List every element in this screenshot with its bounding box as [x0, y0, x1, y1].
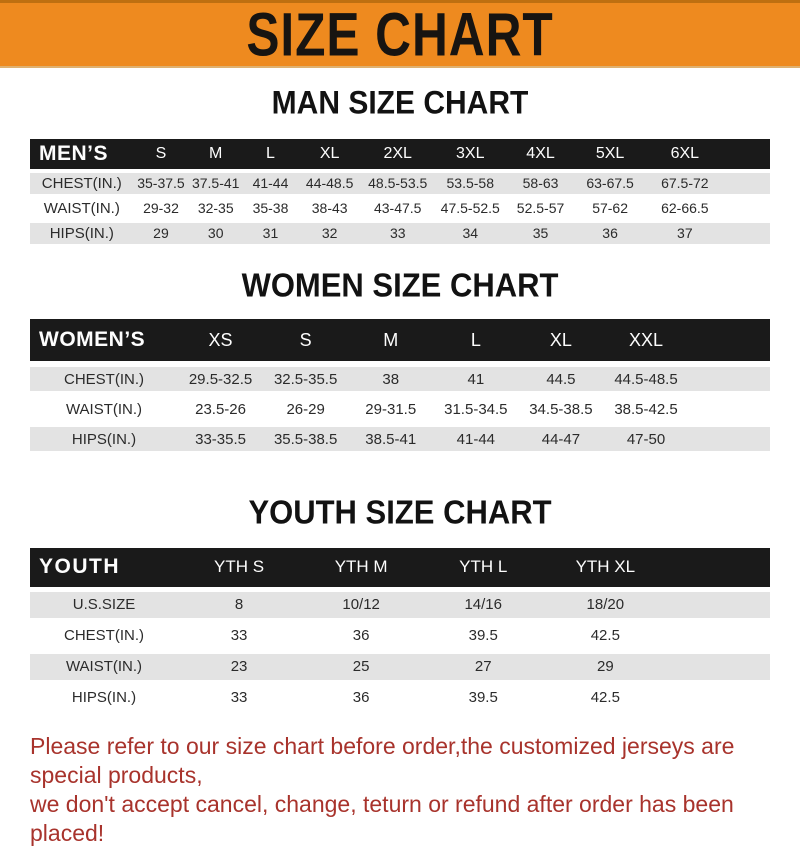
- size-column-header: S: [134, 139, 189, 169]
- size-column-header: XL: [298, 139, 362, 169]
- size-value-cell: 31.5-34.5: [433, 397, 518, 421]
- size-value-cell: 41-44: [433, 427, 518, 451]
- disclaimer-line-1: Please refer to our size chart before order,the customized jerseys are special products,: [30, 732, 735, 788]
- row-filler: [724, 223, 770, 244]
- table-header-label: WOMEN’S: [30, 319, 178, 361]
- man-size-chart-heading: MAN SIZE CHART: [271, 85, 529, 122]
- size-value-cell: 36: [300, 685, 422, 711]
- size-value-cell: 8: [178, 592, 300, 618]
- size-column-header: YTH XL: [544, 548, 666, 587]
- size-value-cell: 36: [575, 223, 646, 244]
- section-man-size-chart: [0, 87, 800, 248]
- size-value-cell: 29: [134, 223, 189, 244]
- size-value-cell: 58-63: [507, 173, 575, 194]
- women-size-table: [30, 313, 770, 457]
- size-column-header: YTH S: [178, 548, 300, 587]
- size-column-header: 4XL: [507, 139, 575, 169]
- banner-title: SIZE CHART: [246, 0, 554, 69]
- size-value-cell: 35-38: [243, 198, 298, 219]
- size-column-header: XL: [518, 319, 603, 361]
- size-column-header: 5XL: [575, 139, 646, 169]
- measurement-row-label: CHEST(IN.): [30, 623, 178, 649]
- size-value-cell: 32: [298, 223, 362, 244]
- row-filler: [666, 654, 770, 680]
- size-value-cell: 57-62: [575, 198, 646, 219]
- size-column-header: 6XL: [646, 139, 724, 169]
- size-value-cell: 38-43: [298, 198, 362, 219]
- row-filler: [724, 198, 770, 219]
- size-value-cell: 34: [434, 223, 507, 244]
- youth-size-table: [30, 543, 770, 716]
- size-column-header: M: [348, 319, 433, 361]
- measurement-row-label: HIPS(IN.): [30, 427, 178, 451]
- size-value-cell: 35.5-38.5: [263, 427, 348, 451]
- size-column-header: L: [243, 139, 298, 169]
- size-value-cell: 38.5-42.5: [603, 397, 688, 421]
- size-value-cell: 23.5-26: [178, 397, 263, 421]
- size-value-cell: 29-31.5: [348, 397, 433, 421]
- size-column-header: YTH L: [422, 548, 544, 587]
- size-value-cell: 23: [178, 654, 300, 680]
- size-value-cell: 33: [178, 623, 300, 649]
- size-value-cell: 32-35: [188, 198, 243, 219]
- size-value-cell: 29.5-32.5: [178, 367, 263, 391]
- size-value-cell: 47.5-52.5: [434, 198, 507, 219]
- size-value-cell: 44-48.5: [298, 173, 362, 194]
- size-value-cell: 35-37.5: [134, 173, 189, 194]
- row-filler: [666, 592, 770, 618]
- size-column-header: M: [188, 139, 243, 169]
- size-value-cell: 41-44: [243, 173, 298, 194]
- header-filler: [724, 139, 770, 169]
- size-value-cell: 42.5: [544, 623, 666, 649]
- size-column-header: S: [263, 319, 348, 361]
- size-value-cell: 36: [300, 623, 422, 649]
- size-value-cell: 67.5-72: [646, 173, 724, 194]
- measurement-row-label: CHEST(IN.): [30, 367, 178, 391]
- table-row: [30, 198, 770, 219]
- table-row: [30, 592, 770, 618]
- section-youth-size-chart: [0, 495, 800, 716]
- women-size-chart-heading: WOMEN SIZE CHART: [241, 266, 559, 304]
- disclaimer-line-2: we don't accept cancel, change, teturn or refund after order has been placed!: [30, 790, 734, 846]
- size-value-cell: 44.5: [518, 367, 603, 391]
- size-column-header: XXL: [603, 319, 688, 361]
- size-value-cell: 30: [188, 223, 243, 244]
- men-size-table: [30, 135, 770, 248]
- table-header-row: [30, 319, 770, 361]
- size-column-header: YTH M: [300, 548, 422, 587]
- size-value-cell: 33-35.5: [178, 427, 263, 451]
- size-value-cell: 47-50: [603, 427, 688, 451]
- row-filler: [724, 173, 770, 194]
- size-value-cell: 63-67.5: [575, 173, 646, 194]
- size-value-cell: 53.5-58: [434, 173, 507, 194]
- size-value-cell: 37.5-41: [188, 173, 243, 194]
- measurement-row-label: WAIST(IN.): [30, 397, 178, 421]
- size-value-cell: 32.5-35.5: [263, 367, 348, 391]
- size-value-cell: 34.5-38.5: [518, 397, 603, 421]
- measurement-row-label: CHEST(IN.): [30, 173, 134, 194]
- size-value-cell: 10/12: [300, 592, 422, 618]
- size-value-cell: 48.5-53.5: [361, 173, 434, 194]
- row-filler: [666, 623, 770, 649]
- table-row: [30, 623, 770, 649]
- size-value-cell: 33: [361, 223, 434, 244]
- table-row: [30, 397, 770, 421]
- size-value-cell: 44.5-48.5: [603, 367, 688, 391]
- size-value-cell: 29-32: [134, 198, 189, 219]
- row-filler: [689, 397, 770, 421]
- size-value-cell: 62-66.5: [646, 198, 724, 219]
- size-value-cell: 39.5: [422, 623, 544, 649]
- measurement-row-label: WAIST(IN.): [30, 198, 134, 219]
- section-women-size-chart: [0, 268, 800, 458]
- table-row: [30, 685, 770, 711]
- size-value-cell: 14/16: [422, 592, 544, 618]
- table-row: [30, 223, 770, 244]
- size-column-header: 3XL: [434, 139, 507, 169]
- size-value-cell: 41: [433, 367, 518, 391]
- size-value-cell: 26-29: [263, 397, 348, 421]
- table-header-row: [30, 139, 770, 169]
- size-value-cell: 42.5: [544, 685, 666, 711]
- size-value-cell: 33: [178, 685, 300, 711]
- size-value-cell: 52.5-57: [507, 198, 575, 219]
- size-column-header: L: [433, 319, 518, 361]
- size-value-cell: 38.5-41: [348, 427, 433, 451]
- size-value-cell: 39.5: [422, 685, 544, 711]
- table-row: [30, 427, 770, 451]
- size-value-cell: 38: [348, 367, 433, 391]
- disclaimer: [30, 732, 800, 848]
- size-column-header: XS: [178, 319, 263, 361]
- row-filler: [689, 367, 770, 391]
- table-header-row: [30, 548, 770, 587]
- size-value-cell: 25: [300, 654, 422, 680]
- row-filler: [689, 427, 770, 451]
- table-row: [30, 654, 770, 680]
- measurement-row-label: HIPS(IN.): [30, 223, 134, 244]
- table-row: [30, 173, 770, 194]
- size-value-cell: 18/20: [544, 592, 666, 618]
- size-value-cell: 35: [507, 223, 575, 244]
- youth-size-chart-heading: YOUTH SIZE CHART: [248, 493, 552, 532]
- size-value-cell: 27: [422, 654, 544, 680]
- measurement-row-label: WAIST(IN.): [30, 654, 178, 680]
- header-filler: [666, 548, 770, 587]
- size-value-cell: 43-47.5: [361, 198, 434, 219]
- measurement-row-label: U.S.SIZE: [30, 592, 178, 618]
- size-value-cell: 31: [243, 223, 298, 244]
- row-filler: [666, 685, 770, 711]
- size-column-header: 2XL: [361, 139, 434, 169]
- measurement-row-label: HIPS(IN.): [30, 685, 178, 711]
- size-value-cell: 44-47: [518, 427, 603, 451]
- table-row: [30, 367, 770, 391]
- size-value-cell: 37: [646, 223, 724, 244]
- size-chart-content: [0, 87, 800, 716]
- size-chart-banner: [0, 0, 800, 68]
- header-filler: [689, 319, 770, 361]
- table-header-label: YOUTH: [30, 548, 178, 587]
- table-header-label: MEN’S: [30, 139, 134, 169]
- size-value-cell: 29: [544, 654, 666, 680]
